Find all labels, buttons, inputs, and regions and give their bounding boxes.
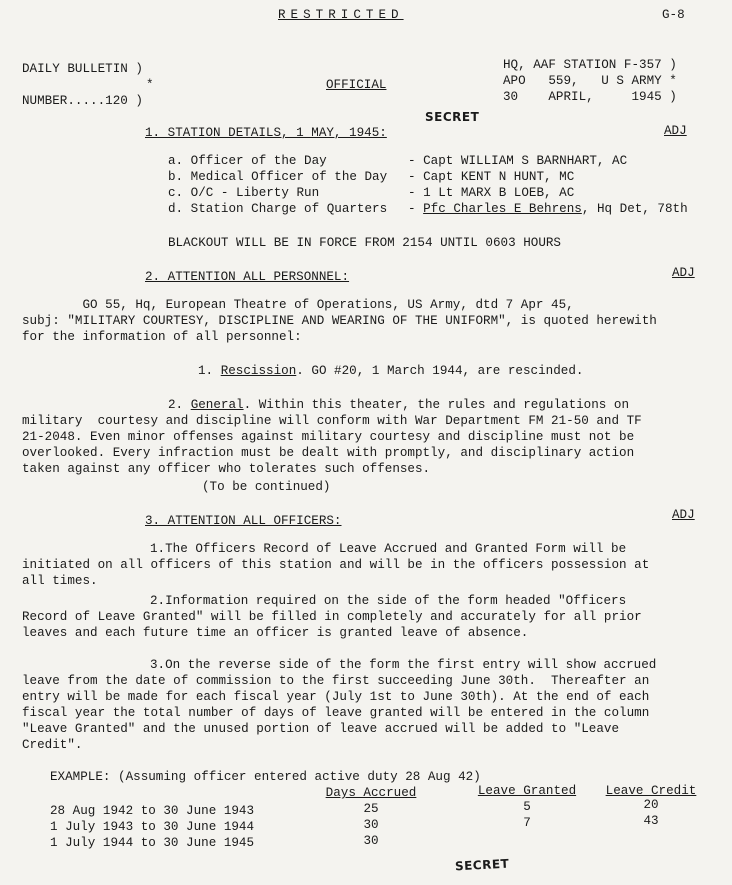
continued-note: (To be continued) (202, 480, 331, 494)
section1-title: 1. STATION DETAILS, 1 MAY, 1945: (145, 126, 387, 140)
body-line: "Leave Granted" and the unused portion of leave accrued will be added to "Leave (22, 722, 620, 736)
body-line: 2.Information required on the side of the form headed "Officers (150, 594, 627, 608)
table-cell-granted: 7 (523, 816, 531, 830)
table-row-period: 1 July 1944 to 30 June 1945 (50, 836, 255, 850)
column-header-leave-granted: Leave Granted (477, 784, 577, 798)
table-cell-granted: 5 (523, 800, 531, 814)
body-line: entry will be made for each fiscal year (July 1st to June 30th). At the end of each (22, 690, 650, 704)
page-id: G-8 (662, 8, 685, 22)
duty-value: - 1 Lt MARX B LOEB, AC (408, 186, 575, 200)
body-line: 3.On the reverse side of the form the first entry will show accrued (150, 658, 657, 672)
classification-top: RESTRICTED (278, 8, 404, 22)
body-line: military courtesy and discipline will conform with War Department FM 21-50 and TF (22, 414, 642, 428)
secret-stamp-top: SECRET (425, 110, 480, 124)
duty-label: b. Medical Officer of the Day (168, 170, 388, 184)
hq-line-3: 30 APRIL, 1945 ) (503, 90, 677, 104)
body-line: leave from the date of commission to the first succeeding June 30th. Thereafter an (22, 674, 650, 688)
section2-adj: ADJ (672, 266, 695, 280)
general-paragraph: 2. General. Within this theater, the rules and regulations on (168, 398, 630, 412)
hq-line-2: APO 559, U S ARMY * (503, 74, 677, 88)
duty-value: - Pfc Charles E Behrens, Hq Det, 78th (408, 202, 688, 216)
section1-adj: ADJ (664, 124, 687, 138)
duty-value: - Capt KENT N HUNT, MC (408, 170, 575, 184)
body-line: GO 55, Hq, European Theatre of Operations, US Army, dtd 7 Apr 45, (22, 298, 574, 312)
duty-label: d. Station Charge of Quarters (168, 202, 388, 216)
table-cell-accrued: 25 (363, 802, 379, 816)
body-line: Credit". (22, 738, 83, 752)
column-header-leave-credit: Leave Credit (605, 784, 697, 798)
body-line: for the information of all personnel: (22, 330, 302, 344)
duty-label: a. Officer of the Day (168, 154, 327, 168)
table-cell-accrued: 30 (363, 834, 379, 848)
section3-adj: ADJ (672, 508, 695, 522)
body-line: 1.The Officers Record of Leave Accrued and Granted Form will be (150, 542, 627, 556)
section2-title: 2. ATTENTION ALL PERSONNEL: (145, 270, 350, 284)
bulletin-star: * (146, 78, 154, 92)
example-label: EXAMPLE: (Assuming officer entered active duty 28 Aug 42) (50, 770, 481, 784)
table-cell-credit: 20 (643, 798, 659, 812)
body-line: fiscal year the total number of days of leave granted will be entered in the column (22, 706, 650, 720)
column-header-days-accrued: Days Accrued (325, 786, 417, 800)
body-line: all times. (22, 574, 98, 588)
table-row-period: 1 July 1943 to 30 June 1944 (50, 820, 255, 834)
blackout-notice: BLACKOUT WILL BE IN FORCE FROM 2154 UNTIL 0603 HOURS (168, 236, 561, 250)
body-line: overlooked. Every infraction must be dealt with promptly, and disciplinary action (22, 446, 635, 460)
hq-line-1: HQ, AAF STATION F-357 ) (503, 58, 677, 72)
body-line: subj: "MILITARY COURTESY, DISCIPLINE AND WEARING OF THE UNIFORM", is quoted herewith (22, 314, 657, 328)
rescission-paragraph: 1. Rescission. GO #20, 1 March 1944, are rescinded. (198, 364, 584, 378)
table-cell-credit: 43 (643, 814, 659, 828)
body-line: taken against any officer who tolerates such offenses. (22, 462, 431, 476)
secret-stamp-bottom: SECRET (454, 856, 510, 874)
bulletin-label: DAILY BULLETIN ) (22, 62, 143, 76)
body-line: Record of Leave Granted" will be filled in completely and accurately for all prior (22, 610, 642, 624)
official-label: OFFICIAL (326, 78, 387, 92)
section3-title: 3. ATTENTION ALL OFFICERS: (145, 514, 342, 528)
duty-value: - Capt WILLIAM S BARNHART, AC (408, 154, 628, 168)
number-label: NUMBER.....120 ) (22, 94, 143, 108)
body-line: initiated on all officers of this station and will be in the officers possession at (22, 558, 650, 572)
duty-label: c. O/C - Liberty Run (168, 186, 320, 200)
table-row-period: 28 Aug 1942 to 30 June 1943 (50, 804, 255, 818)
body-line: leaves and each future time an officer is granted leave of absence. (22, 626, 529, 640)
table-cell-accrued: 30 (363, 818, 379, 832)
body-line: 21-2048. Even minor offenses against military courtesy and discipline must not be (22, 430, 635, 444)
